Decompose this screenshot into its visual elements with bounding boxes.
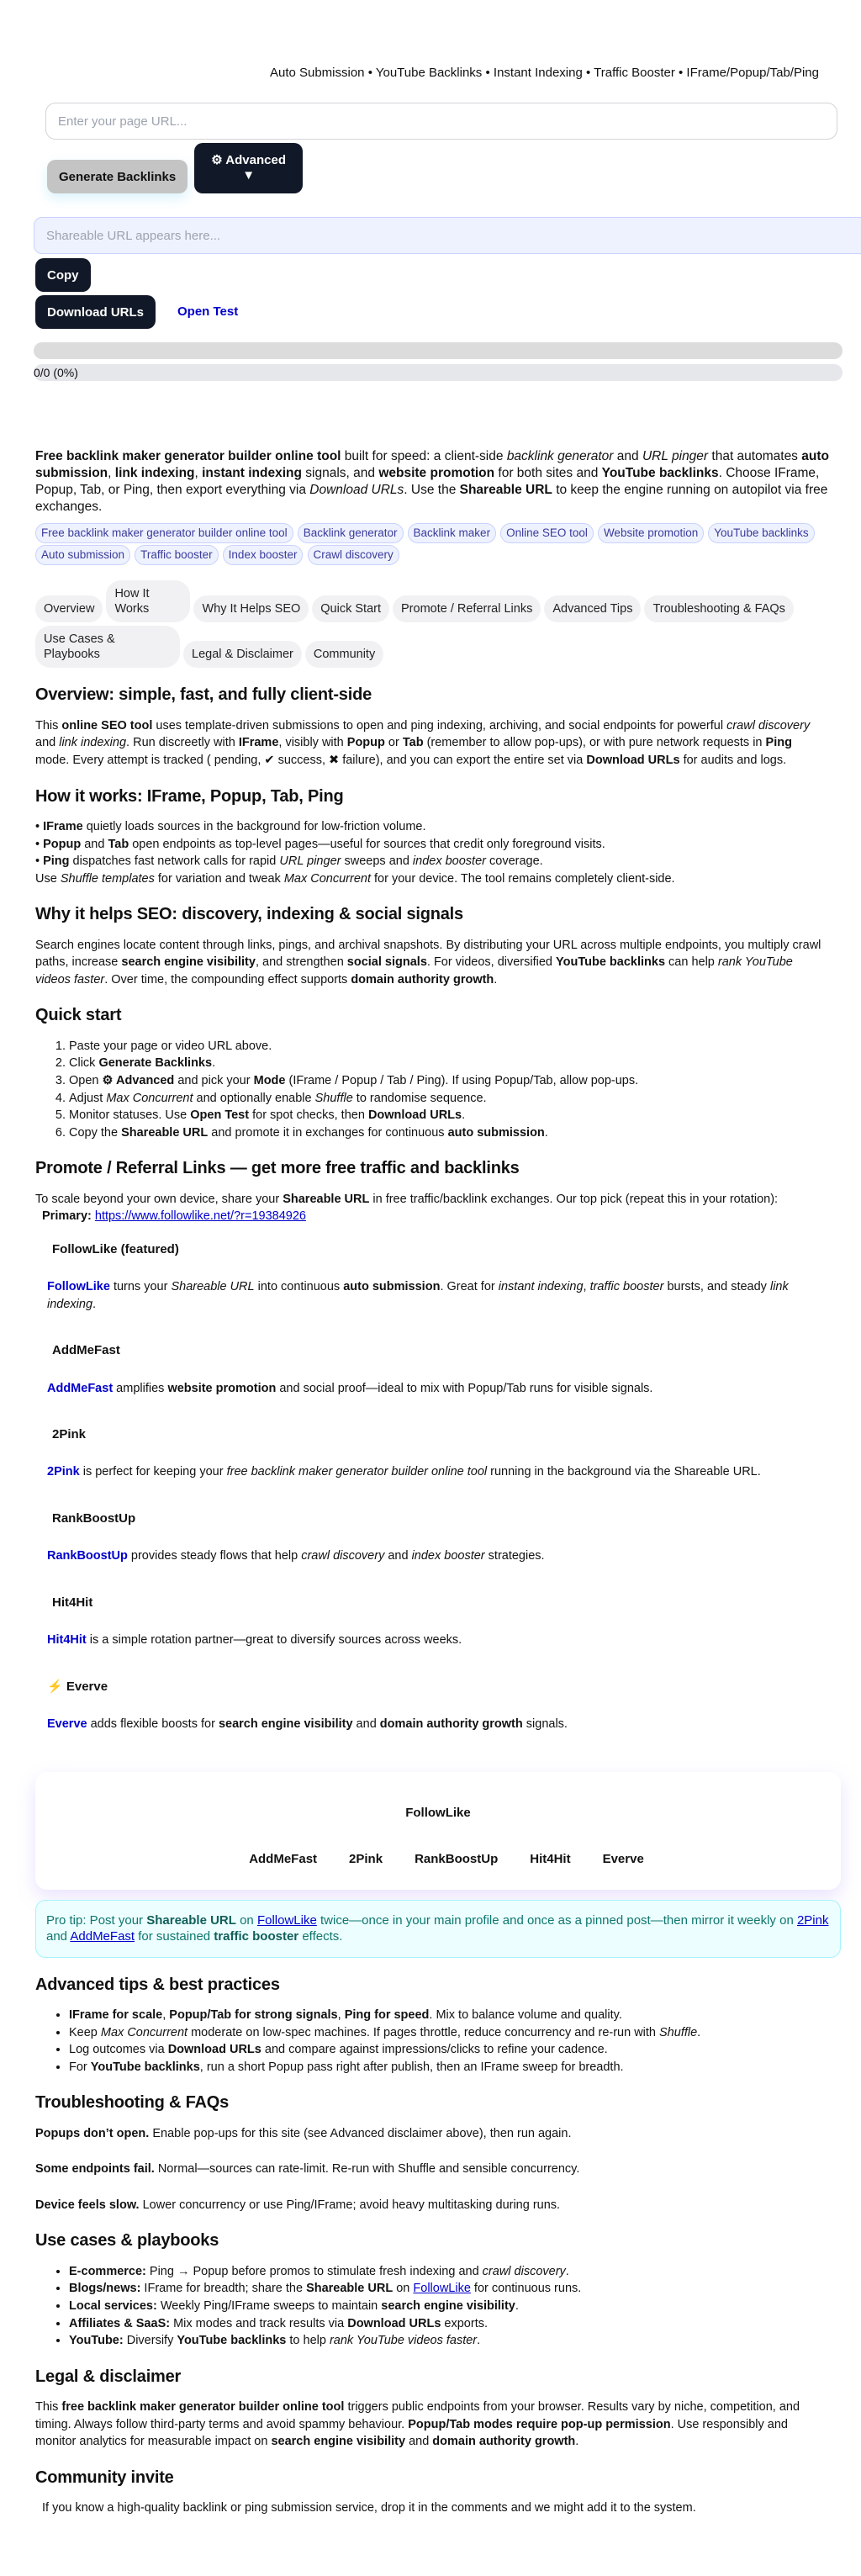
- partner-description: FollowLike turns your Shareable URL into continuous auto submission. Great for instant indexing, traffic booster bursts, and steady link indexing.: [47, 1280, 789, 1311]
- rankboostup-link[interactable]: RankBoostUp: [47, 1549, 128, 1563]
- usecase-item: • Affiliates & SaaS: Mix modes and track results via Download URLs exports.: [69, 2315, 826, 2333]
- keyword-chip: YouTube backlinks: [708, 523, 814, 543]
- partner-followlike: [35, 1240, 826, 1313]
- faq-item: Popups don’t open. Enable pop-ups for this site (see Advanced disclaimer above), then run again.: [35, 2126, 572, 2140]
- quick-step: 6. Copy the Shareable URL and promote it in exchanges for continuous auto submission.: [69, 1124, 826, 1142]
- quick-step: 3. Open ⚙ Advanced and pick your Mode (IFrame / Popup / Tab / Ping). If using Popup/Tab, allow pop-ups.: [69, 1072, 826, 1090]
- quick-steps: [35, 1038, 826, 1141]
- use-cases-section: [35, 2229, 826, 2349]
- keyword-chip: Traffic booster: [135, 545, 219, 565]
- why-heading: Why it helps SEO: discovery, indexing & social signals: [35, 905, 463, 924]
- card-partner-row: [35, 1850, 841, 1868]
- partner-addmefast: [35, 1341, 826, 1397]
- progress-text: 0/0 (0%): [34, 366, 78, 379]
- legal-section: [35, 2365, 826, 2451]
- quick-step: 4. Adjust Max Concurrent and optionally enable Shuffle to randomise sequence.: [69, 1090, 826, 1108]
- overview-section: [35, 683, 826, 769]
- usecase-item: • E-commerce: Ping → Popup before promos to stimulate fresh indexing and crawl discovery.: [69, 2263, 826, 2281]
- shareable-url-field[interactable]: [34, 217, 861, 254]
- partner-heading: 2Pink: [52, 1427, 87, 1442]
- partner-everve: [35, 1678, 826, 1733]
- how-line: • IFrame quietly loads sources in the background for low-friction volume.: [35, 819, 426, 833]
- quick-step: 1. Paste your page or video URL above.: [69, 1038, 826, 1055]
- nav-community[interactable]: Community: [305, 641, 383, 668]
- usecase-item: • Local services: Weekly Ping/IFrame sweeps to maintain search engine visibility.: [69, 2298, 826, 2315]
- card-partner[interactable]: Everve: [602, 1851, 644, 1866]
- overview-paragraph: This online SEO tool uses template-driven submissions to open and ping indexing, archiving, and social endpoints for powerful crawl discovery and link indexing. Run discreetly with IFrame, visibly with Popup or Tab (remember to allow pop-ups), or with pure network requests in Ping mode. Every attempt is tracked ( pending, ✔ success, ✖ failure), and you can export the entire set via Download URLs for audits and logs.: [35, 718, 811, 767]
- keyword-chips: [35, 523, 834, 567]
- how-heading: How it works: IFrame, Popup, Tab, Ping: [35, 786, 344, 806]
- partner-rankboostup: [35, 1510, 826, 1565]
- partner-heading: RankBoostUp: [52, 1511, 136, 1526]
- how-line: Use Shuffle templates for variation and tweak Max Concurrent for your device. The tool remains completely client-side.: [35, 871, 675, 886]
- faq-heading: Troubleshooting & FAQs: [35, 2093, 230, 2113]
- legal-heading: Legal & disclaimer: [35, 2367, 182, 2386]
- quick-start-section: [35, 1003, 826, 1141]
- faq-item: Some endpoints fail. Normal—sources can rate-limit. Re-run with Shuffle and sensible concurrency.: [35, 2162, 580, 2177]
- nav-overview[interactable]: Overview: [35, 595, 103, 622]
- open-test-link[interactable]: Open Test: [177, 304, 239, 320]
- nav-quick-start[interactable]: Quick Start: [312, 595, 389, 622]
- partner-2pink: [35, 1426, 826, 1481]
- nav-use-cases[interactable]: Use Cases & Playbooks: [35, 626, 180, 668]
- nav-advanced-tips[interactable]: Advanced Tips: [544, 595, 641, 622]
- advanced-label: ⚙ Advanced: [211, 153, 286, 167]
- copy-button[interactable]: Copy: [35, 258, 91, 292]
- progress-status: [34, 364, 843, 381]
- keyword-chip: Website promotion: [598, 523, 704, 543]
- partner-hit4hit: [35, 1594, 826, 1649]
- keyword-chip: Backlink generator: [298, 523, 404, 543]
- advanced-toggle-button[interactable]: [194, 143, 303, 193]
- generate-backlinks-button[interactable]: Generate Backlinks: [47, 160, 188, 193]
- legal-paragraph: This free backlink maker generator builder online tool triggers public endpoints from your browser. Results vary by niche, competition, and timing. Always follow third-party terms and avoid spammy behaviour. Popup/Tab modes require pop-up permission. Use responsibly and monitor analytics for measurable impact on search engine visibility and domain authority growth.: [35, 2400, 800, 2449]
- keyword-chip: Crawl discovery: [308, 545, 399, 565]
- partner-description: AddMeFast amplifies website promotion and social proof—ideal to mix with Popup/Tab runs for visible signals.: [47, 1381, 653, 1395]
- header-tagline: Auto Submission • YouTube Backlinks • Instant Indexing • Traffic Booster • IFrame/Popup/Tab/Ping: [269, 66, 819, 80]
- chevron-down-icon: ▼: [242, 168, 256, 182]
- advanced-item: • For YouTube backlinks, run a short Popup pass right after publish, then an IFrame sweep for breadth.: [69, 2059, 826, 2076]
- advanced-heading: Advanced tips & best practices: [35, 1975, 280, 1994]
- nav-legal[interactable]: Legal & Disclaimer: [183, 641, 302, 668]
- usecase-followlike-link[interactable]: FollowLike: [413, 2282, 471, 2296]
- nav-why-it-helps-seo[interactable]: Why It Helps SEO: [193, 595, 309, 622]
- overview-heading: Overview: simple, fast, and fully client-side: [35, 685, 372, 705]
- tip-followlike-link[interactable]: FollowLike: [256, 1912, 317, 1928]
- addmefast-link[interactable]: AddMeFast: [47, 1381, 114, 1395]
- card-partner[interactable]: AddMeFast: [249, 1851, 318, 1866]
- promote-section: [35, 1156, 826, 1732]
- partner-heading: AddMeFast: [52, 1343, 120, 1358]
- advanced-tips-section: [35, 1973, 826, 2076]
- partner-description: 2Pink is perfect for keeping your free backlink maker generator builder online tool running in the background via the Shareable URL.: [47, 1465, 761, 1479]
- how-lines: [35, 818, 826, 887]
- how-line: • Ping dispatches fast network calls for rapid URL pinger sweeps and index booster coverage.: [35, 854, 543, 869]
- intro-paragraph: Free backlink maker generator builder online tool built for speed: a client-side backlink generator and URL pinger that automates auto submission, link indexing, instant indexing signals, and website promotion for both sites and YouTube backlinks. Choose IFrame, Popup, Tab, or Ping, then export everything via Download URLs. Use the Shareable URL to keep the engine running on autopilot via free exchanges.: [35, 449, 829, 515]
- advanced-item: • IFrame for scale, Popup/Tab for strong signals, Ping for speed. Mix to balance volume and quality.: [69, 2007, 826, 2024]
- why-paragraph: Search engines locate content through links, pings, and archival snapshots. By distributing your URL across multiple endpoints, you multiply crawl paths, increase search engine visibility, and strengthen social signals. For videos, diversified YouTube backlinks can help rank YouTube videos faster. Over time, the compounding effect supports domain authority growth.: [35, 938, 821, 986]
- partner-description: RankBoostUp provides steady flows that help crawl discovery and index booster strategies.: [47, 1549, 545, 1563]
- community-heading: Community invite: [35, 2468, 174, 2487]
- download-urls-button[interactable]: Download URLs: [35, 295, 156, 329]
- quick-heading: Quick start: [35, 1006, 122, 1025]
- card-partner[interactable]: 2Pink: [349, 1851, 383, 1866]
- usecases-list: [35, 2263, 826, 2350]
- community-text: If you know a high-quality backlink or ping submission service, drop it in the comments and we might add it to the system.: [42, 2501, 696, 2515]
- troubleshooting-section: [35, 2091, 826, 2214]
- nav-how-it-works[interactable]: How It Works: [106, 580, 190, 622]
- progress-bar: [34, 342, 843, 359]
- pro-tip-box: Pro tip: Post your Shareable URL on FollowLike twice—once in your main profile and once as a pinned post—then mirror it weekly on 2Pink and AddMeFast for sustained traffic booster effects.: [35, 1900, 841, 1958]
- keyword-chip: Auto submission: [35, 545, 130, 565]
- partner-heading: FollowLike (featured): [52, 1241, 179, 1256]
- promote-heading: Promote / Referral Links — get more free traffic and backlinks: [35, 1159, 520, 1178]
- keyword-chip: Online SEO tool: [500, 523, 594, 543]
- page-url-input[interactable]: [45, 103, 837, 140]
- advanced-item: • Log outcomes via Download URLs and compare against impressions/clicks to refine your cadence.: [69, 2041, 826, 2059]
- action-buttons: [47, 143, 826, 193]
- partner-description: Everve adds flexible boosts for search engine visibility and domain authority growth signals.: [47, 1717, 568, 1732]
- 2pink-link[interactable]: 2Pink: [47, 1465, 80, 1479]
- partner-card: [35, 1772, 841, 1890]
- partner-heading: Hit4Hit: [52, 1595, 93, 1610]
- primary-referral: [42, 1208, 826, 1225]
- advanced-item: • Keep Max Concurrent moderate on low-spec machines. If pages throttle, reduce concurrency and re-run with Shuffle.: [69, 2024, 826, 2042]
- partner-description: Hit4Hit is a simple rotation partner—great to diversify sources across weeks.: [47, 1633, 462, 1648]
- how-line: • Popup and Tab open endpoints as top-level pages—useful for sources that credit only foreground visits.: [35, 837, 605, 851]
- faq-item: Device feels slow. Lower concurrency or use Ping/IFrame; avoid heavy multitasking during runs.: [35, 2198, 561, 2212]
- nav-troubleshooting[interactable]: Troubleshooting & FAQs: [644, 595, 793, 622]
- quick-step: 2. Click Generate Backlinks.: [69, 1055, 826, 1072]
- how-it-works-section: [35, 785, 826, 888]
- tip-2pink-link[interactable]: 2Pink: [796, 1912, 829, 1928]
- tip-addmefast-link[interactable]: AddMeFast: [70, 1929, 135, 1944]
- promote-intro: To scale beyond your own device, share your Shareable URL in free traffic/backlink exchanges. Our top pick (repeat this in your rotation):: [35, 1192, 779, 1206]
- quick-step: 5. Monitor statuses. Use Open Test for spot checks, then Download URLs.: [69, 1107, 826, 1124]
- hit4hit-link[interactable]: Hit4Hit: [47, 1633, 87, 1648]
- usecases-heading: Use cases & playbooks: [35, 2231, 219, 2251]
- card-partner[interactable]: RankBoostUp: [415, 1851, 499, 1866]
- nav-promote[interactable]: Promote / Referral Links: [393, 595, 541, 622]
- why-section: [35, 902, 826, 988]
- everve-link[interactable]: Everve: [47, 1717, 87, 1732]
- usecase-item: • YouTube: Diversify YouTube backlinks to help rank YouTube videos faster.: [69, 2332, 826, 2350]
- advanced-list: [35, 2007, 826, 2076]
- primary-label: Primary:: [42, 1209, 92, 1224]
- keyword-chip: Backlink maker: [408, 523, 497, 543]
- keyword-chip: Index booster: [223, 545, 304, 565]
- partner-heading: ⚡ Everve: [47, 1679, 108, 1694]
- section-nav: [35, 580, 834, 669]
- card-featured-partner[interactable]: FollowLike: [405, 1805, 471, 1820]
- card-partner[interactable]: Hit4Hit: [530, 1851, 571, 1866]
- usecase-item: • Blogs/news: IFrame for breadth; share the Shareable URL on FollowLike for continuous runs.: [69, 2280, 826, 2298]
- primary-referral-link[interactable]: https://www.followlike.net/?r=19384926: [94, 1209, 306, 1224]
- followlike-link[interactable]: FollowLike: [47, 1280, 110, 1294]
- community-section: [35, 2466, 826, 2517]
- keyword-chip: Free backlink maker generator builder online tool: [35, 523, 293, 543]
